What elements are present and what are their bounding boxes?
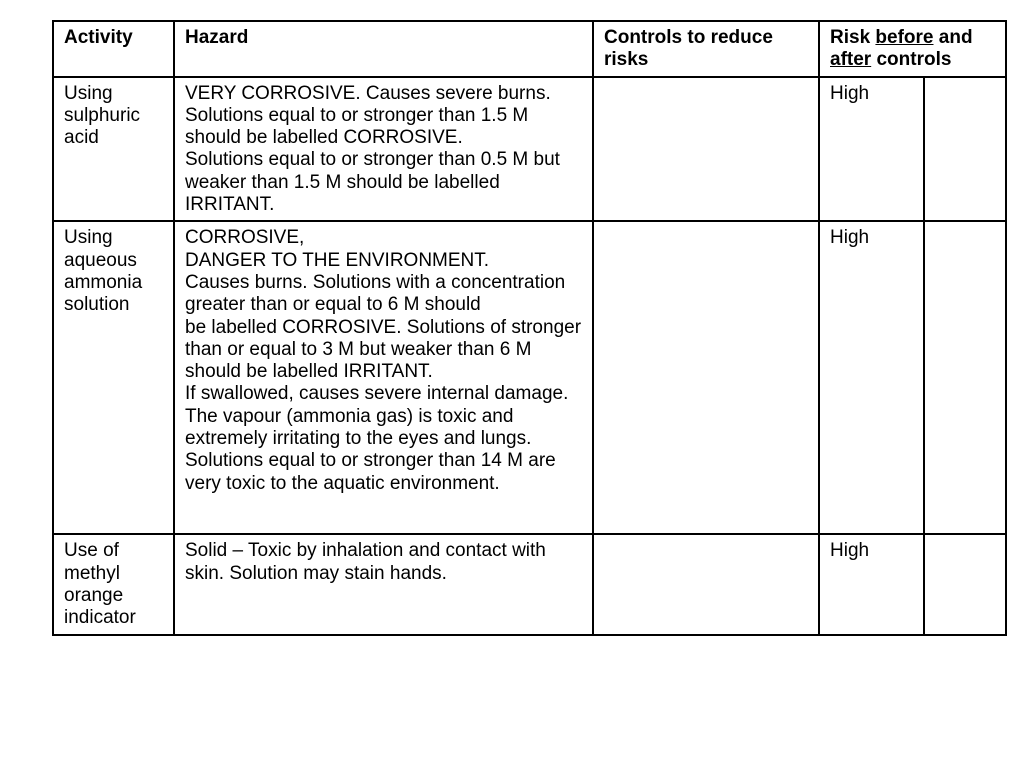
- header-risk-after: after: [830, 49, 872, 71]
- activity-cell: Using sulphuric acid: [53, 77, 174, 222]
- controls-cell: [593, 534, 819, 634]
- risk-assessment-table: [52, 20, 1007, 636]
- hazard-cell: VERY CORROSIVE. Causes severe burns. Solutions equal to or stronger than 1.5 M should be labelled CORROSIVE. Solutions equal to or stronger than 0.5 M but weaker than 1.5 M should be labelled IRRITANT.: [174, 77, 593, 222]
- table-header-row: [53, 21, 1006, 77]
- header-risk-before: before: [875, 27, 934, 48]
- activity-cell: Use of methyl orange indicator: [53, 534, 174, 634]
- hazard-cell: Solid – Toxic by inhalation and contact with skin. Solution may stain hands.: [174, 534, 593, 634]
- controls-cell: [593, 77, 819, 222]
- risk-before-cell: High: [819, 221, 924, 534]
- table-row: [53, 77, 1006, 222]
- header-risk-suffix: controls: [871, 49, 952, 71]
- risk-after-cell: [924, 77, 1006, 222]
- header-risk: [819, 21, 1006, 77]
- risk-before-cell: High: [819, 77, 924, 222]
- hazard-cell: CORROSIVE, DANGER TO THE ENVIRONMENT. Causes burns. Solutions with a concentration greater than or equal to 6 M should be labelled CORROSIVE. Solutions of stronger than or equal to 3 M but weaker than 6 M should be labelled IRRITANT. If swallowed, causes severe internal damage. The vapour (ammonia gas) is toxic and extremely irritating to the eyes and lungs. Solutions equal to or stronger than 14 M are very toxic to the aquatic environment.: [174, 221, 593, 534]
- risk-after-cell: [924, 221, 1006, 534]
- controls-cell: [593, 221, 819, 534]
- table-row: [53, 534, 1006, 634]
- risk-after-cell: [924, 534, 1006, 634]
- header-activity: Activity: [53, 21, 174, 77]
- activity-cell: Using aqueous ammonia solution: [53, 221, 174, 534]
- table-row: [53, 221, 1006, 534]
- header-risk-and: and: [933, 27, 973, 48]
- header-hazard: Hazard: [174, 21, 593, 77]
- risk-before-cell: High: [819, 534, 924, 634]
- header-risk-prefix: Risk: [830, 27, 876, 48]
- header-controls: Controls to reduce risks: [593, 21, 819, 77]
